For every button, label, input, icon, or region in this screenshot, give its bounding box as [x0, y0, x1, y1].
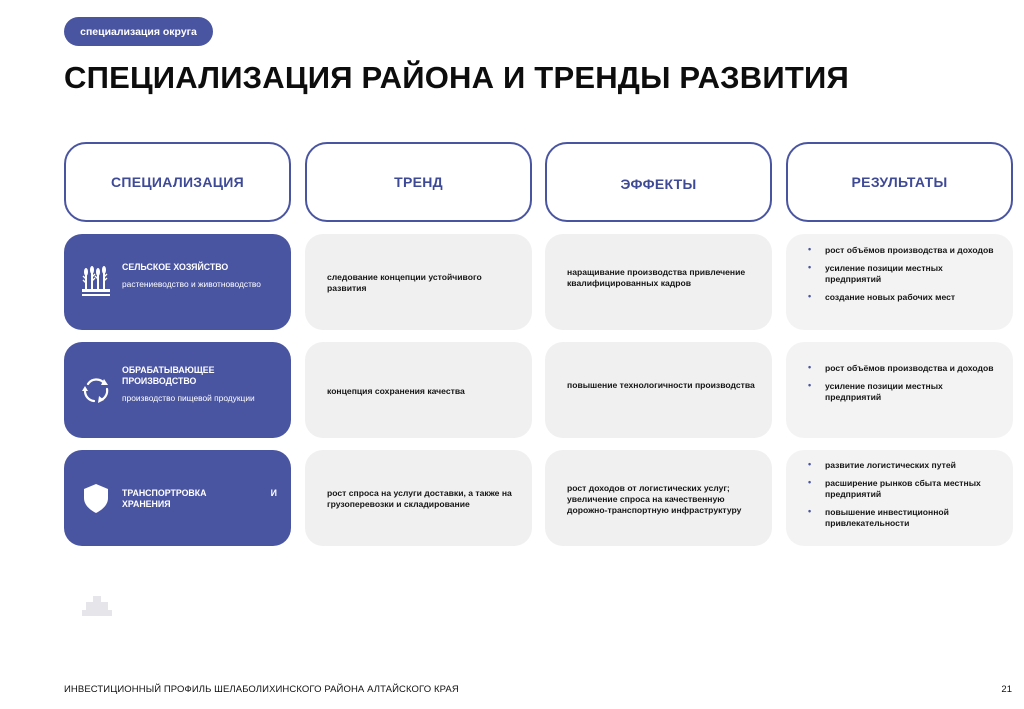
- list-item: • развитие логистических путей: [808, 459, 956, 470]
- results-card: [786, 342, 1013, 438]
- trend-card: [305, 342, 532, 438]
- list-item: • рост объёмов производства и доходов: [808, 244, 994, 255]
- effect-card: [545, 450, 772, 546]
- effect-card: [545, 342, 772, 438]
- results-list: [808, 245, 999, 310]
- header-specialization: СПЕЦИАЛИЗАЦИЯ: [64, 142, 291, 222]
- effect-text: рост доходов от логистических услуг; увеличение спроса на качественную дорожно-транспортную инфраструктуру: [567, 483, 742, 515]
- spec-subtitle: производство пищевой продукции: [122, 393, 255, 403]
- header-trend: ТРЕНД: [305, 142, 532, 222]
- shield-icon: [79, 481, 113, 515]
- footer-text: ИНВЕСТИЦИОННЫЙ ПРОФИЛЬ ШЕЛАБОЛИХИНСКОГО РАЙОНА АЛТАЙСКОГО КРАЯ: [64, 684, 459, 695]
- effect-text: наращивание производства привлечение квалифицированных кадров: [567, 267, 746, 288]
- results-card: [786, 234, 1013, 330]
- wheat-field-icon: [79, 265, 113, 299]
- header-results: РЕЗУЛЬТАТЫ: [786, 142, 1013, 222]
- list-item: • повышение инвестиционной привлекательности: [808, 506, 949, 528]
- spec-title: ТРАНСПОРТРОВКА И: [122, 488, 277, 498]
- list-item: • усиление позиции местных предприятий: [808, 380, 943, 402]
- spec-card-manufacturing: [64, 342, 291, 438]
- recycle-arrows-icon: [79, 373, 113, 407]
- effect-card: [545, 234, 772, 330]
- section-tag: специализация округа: [64, 17, 213, 46]
- list-item: • рост объёмов производства и доходов: [808, 362, 994, 373]
- results-list: [808, 460, 999, 536]
- spec-card-agriculture: [64, 234, 291, 330]
- list-item: • создание новых рабочих мест: [808, 291, 956, 302]
- spec-title: СЕЛЬСКОЕ ХОЗЯЙСТВО: [122, 262, 229, 272]
- results-list: [808, 363, 999, 410]
- trend-text: рост спроса на услуги доставки, а также на грузоперевозки и складирование: [327, 488, 512, 509]
- spec-title: ОБРАБАТЫВАЮЩЕЕ ПРОИЗВОДСТВО: [122, 365, 215, 386]
- spec-card-transport: [64, 450, 291, 546]
- page-number: 21: [1001, 684, 1012, 695]
- header-effects: ЭФФЕКТЫ: [545, 142, 772, 222]
- page-title: СПЕЦИАЛИЗАЦИЯ РАЙОНА И ТРЕНДЫ РАЗВИТИЯ: [64, 60, 849, 95]
- trend-text: концепция сохранения качества: [327, 386, 465, 396]
- list-item: • расширение рынков сбыта местных предприятий: [808, 477, 981, 499]
- trend-card: [305, 234, 532, 330]
- trend-card: [305, 450, 532, 546]
- faded-building-icon: [80, 592, 114, 618]
- list-item: • усиление позиции местных предприятий: [808, 262, 943, 284]
- effect-text: повышение технологичности производства: [567, 380, 755, 390]
- results-card: [786, 450, 1013, 546]
- trend-text: следование концепции устойчивого развития: [327, 272, 482, 293]
- spec-title-line2: ХРАНЕНИЯ: [122, 499, 171, 509]
- spec-subtitle: растениеводство и животноводство: [122, 279, 261, 289]
